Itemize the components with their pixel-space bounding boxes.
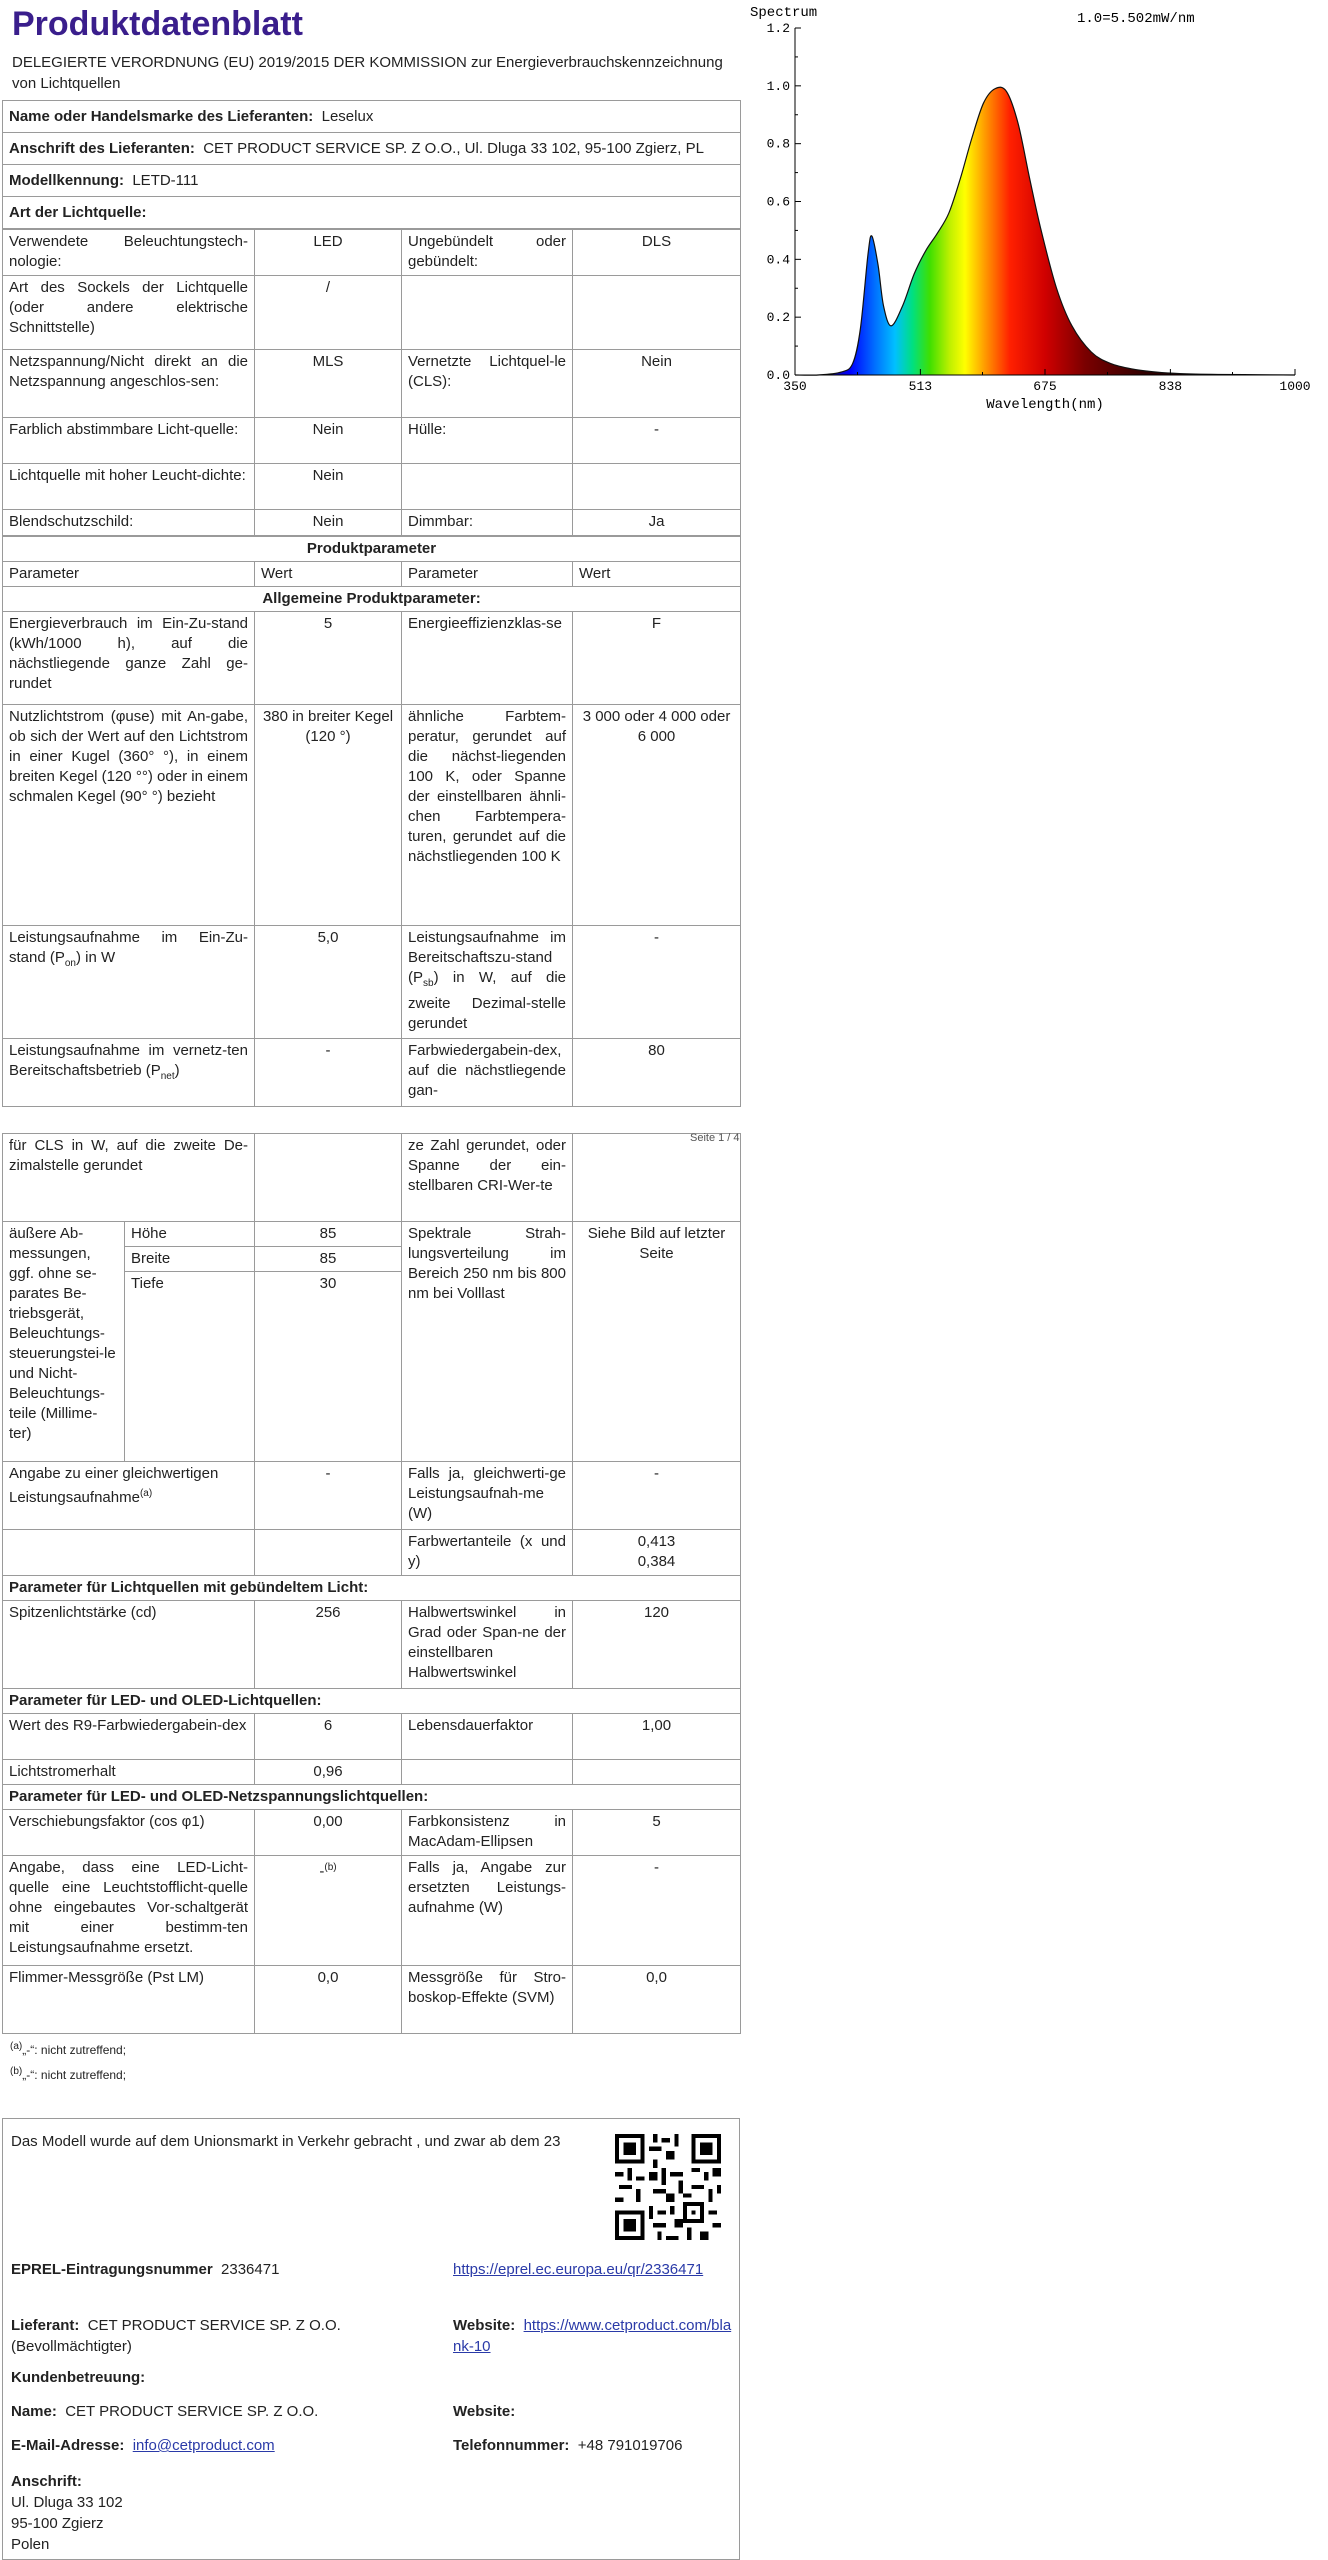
x-axis-label: Wavelength(nm) [986,397,1104,413]
regulation-subtitle: DELEGIERTE VERORDNUNG (EU) 2019/2015 DER KOMMISSION zur Energieverbrauchskennzeichnung von Lichtquellen [12,54,723,92]
param-label: ähnliche Farbtem-peratur, gerundet auf die nächst-liegenden 100 K, oder Spanne der einstellbaren ähnli-chen Farbtempera-turen, gerundet auf die nächstliegenden 100 K [402,705,573,926]
table-row [3,1966,741,2034]
param-value: 120 [573,1601,741,1689]
table-row [3,1810,741,1856]
table-row [3,926,741,1039]
param-value: Siehe Bild auf letzter Seite [573,1222,741,1462]
type-value [573,276,741,350]
type-label: Lichtquelle mit hoher Leucht-dichte: [3,464,255,510]
height-value: 85 [255,1222,402,1247]
type-label: Art des Sockels der Lichtquelle (oder andere elektrische Schnittstelle) [3,276,255,350]
param-value: 6 [255,1714,402,1760]
param-value: 0,00 [255,1810,402,1856]
param-value: 380 in breiter Kegel (120 °) [255,705,402,926]
table-row [3,705,741,926]
x-tick-label: 1000 [1279,379,1311,394]
width-label: Breite [125,1247,255,1272]
supplier-value: CET PRODUCT SERVICE SP. Z O.O. (Bevollmächtigter) [11,2317,341,2355]
type-label: Blendschutzschild: [3,510,255,536]
phone-label: Telefonnummer: [453,2437,570,2454]
type-value [573,464,741,510]
table-row [3,1530,741,1576]
type-label: Verwendete Beleuchtungstech-nologie: [3,230,255,276]
column-header: Parameter [402,562,573,587]
param-value: F [573,612,741,705]
phone-value: +48 791019706 [577,2437,683,2454]
table-row [3,418,741,464]
x-tick-label: 513 [908,379,933,394]
param-value: - [573,1462,741,1530]
param-label: Farbwertanteile (x und y) [402,1530,573,1576]
y-tick-label: 0.8 [766,136,790,152]
eprel-link[interactable]: https://eprel.ec.europa.eu/qr/2336471 [453,2261,704,2278]
param-value: - [255,1462,402,1530]
column-header: Wert [573,562,741,587]
type-value: LED [255,230,402,276]
param-label: Energieverbrauch im Ein-Zu-stand (kWh/1000 h), auf die nächstliegende ganze Zahl ge-rundet [3,612,255,705]
y-tick-label: 1.0 [766,78,790,94]
chart-title: Spectrum [750,5,818,21]
param-label: Flimmer-Messgröße (Pst LM) [3,1966,255,2034]
table-row [3,276,741,350]
contact-name-value: CET PRODUCT SERVICE SP. Z O.O. [65,2403,319,2420]
y-tick-label: 0.2 [766,310,790,326]
type-value: Nein [255,510,402,536]
type-value: DLS [573,230,741,276]
qr-code-icon[interactable] [615,2134,721,2240]
param-label: ze Zahl gerundet, oder Spanne der ein-stellbaren CRI-Wer-te [402,1134,573,1222]
param-value: 0,0 [255,1966,402,2034]
column-header: Wert [255,562,402,587]
address-label: Anschrift: [11,2473,82,2490]
address-line-2: 95-100 Zgierz [11,2515,104,2532]
eprel-value: 2336471 [221,2261,280,2278]
type-label: Netzspannung/Nicht direkt an die Netzspannung angeschlos-sen: [3,350,255,418]
address-line-3: Polen [11,2536,50,2553]
address-line-1: Ul. Dluga 33 102 [11,2494,123,2511]
depth-label: Tiefe [125,1272,255,1462]
param-label: Leistungsaufnahme im Ein-Zu-stand $(P_{on})$ in W [3,926,255,1039]
y-tick-label: 0.0 [766,368,790,383]
light-source-type-table [2,229,741,536]
param-value: 80 [573,1039,741,1107]
height-label: Höhe [125,1222,255,1247]
chart-annotation: 1.0=5.502mW/nm [1077,11,1195,27]
param-label: Lebensdauerfaktor [402,1714,573,1760]
type-value: Ja [573,510,741,536]
table-row [3,1856,741,1966]
param-value: 3 000 oder 4 000 oder 6 000 [573,705,741,926]
type-value: - [573,418,741,464]
depth-value: 30 [255,1272,402,1462]
type-label [402,276,573,350]
table-row [3,1462,741,1530]
spectrum-fill [795,87,1295,375]
type-label: Farblich abstimmbare Licht-quelle: [3,418,255,464]
param-label: Energieeffizienzklas-se [402,612,573,705]
spectrum-chart [742,0,1328,420]
section-header: Allgemeine Produktparameter: [3,587,741,612]
footnote-a: $^{(a)}$„-“: nicht zutreffend; [10,2041,127,2057]
param-label: Nutzlichtstrom (φuse) mit An-gabe, ob sich der Wert auf den Lichtstrom in einer Kugel (360° °), in einem breiten Kegel (120 °°) oder in einem schmalen Kegel (90° °) bezieht [3,705,255,926]
section-header: Parameter für LED- und OLED-Lichtquellen: [3,1689,741,1714]
x-tick-label: 838 [1158,379,1183,394]
supplier-label: Lieferant: [11,2317,80,2334]
column-headers [3,562,741,587]
light-source-type-header: Art der Lichtquelle: [3,197,741,229]
table-row [3,612,741,705]
param-value [573,1134,741,1222]
type-value: Nein [255,418,402,464]
param-label: Angabe zu einer gleichwertigen Leistungsaufnahme$^{(a)}$ [3,1462,255,1530]
column-header: Parameter [3,562,255,587]
param-label: Angabe, dass eine LED-Licht-quelle eine Leuchtstofflicht-quelle ohne eingebautes Vor-schaltgerät mit einer bestimm-ten Leistungsaufnahme ersetzt. [3,1856,255,1966]
market-date-text: Das Modell wurde auf dem Unionsmarkt in Verkehr gebracht , und zwar ab dem 23 [11,2133,561,2150]
type-label: Dimmbar: [402,510,573,536]
website2-label: Website: [453,2403,516,2420]
table-row [3,1134,741,1222]
param-label: Spektrale Strah-lungsverteilung im Bereich 250 nm bis 800 nm bei Volllast [402,1222,573,1462]
param-label: Falls ja, Angabe zur ersetzten Leistungs-aufnahme (W) [402,1856,573,1966]
section-header: Parameter für LED- und OLED-Netzspannungslichtquellen: [3,1785,741,1810]
param-value: 5,0 [255,926,402,1039]
table-row [3,464,741,510]
type-value: MLS [255,350,402,418]
table-row [3,1714,741,1760]
param-label: für CLS in W, auf die zweite De-zimalstelle gerundet [3,1134,255,1222]
model-label: Modellkennung: [9,172,124,189]
x-tick-label: 350 [783,379,807,394]
table-row [3,1601,741,1689]
param-label: Verschiebungsfaktor (cos φ1) [3,1810,255,1856]
param-value: - [573,926,741,1039]
param-value: 5 [255,612,402,705]
contact-name-label: Name: [11,2403,57,2420]
page-title: Produktdatenblatt [12,5,303,43]
table-row [3,510,741,536]
param-label: Messgröße für Stro-boskop-Effekte (SVM) [402,1966,573,2034]
datasheet [2,0,740,2084]
type-value: Nein [255,464,402,510]
table-row [3,1222,741,1247]
param-label: Farbwiedergabein-dex, auf die nächstliegende gan- [402,1039,573,1107]
type-label: Ungebündelt oder gebündelt: [402,230,573,276]
param-label: Wert des R9-Farbwiedergabein-dex [3,1714,255,1760]
y-tick-label: 0.6 [766,194,790,210]
section-header: Produktparameter [3,537,741,562]
email-link[interactable]: info@cetproduct.com [132,2437,275,2454]
param-value: 256 [255,1601,402,1689]
product-parameters-table-continued [2,1133,741,2034]
param-value: -$^{(b)}$ [255,1856,402,1966]
type-value: Nein [573,350,741,418]
param-value [255,1134,402,1222]
supplier-address-label: Anschrift des Lieferanten: [9,140,195,157]
param-value: - [573,1856,741,1966]
table-row [3,230,741,276]
website-link[interactable]: https://www.cetproduct.com/blank-10 [453,2317,732,2355]
param-value: - [255,1039,402,1107]
x-tick-label: 675 [1033,379,1057,394]
model-value: LETD-111 [132,172,199,189]
supplier-table [2,100,741,229]
param-label: Falls ja, gleichwerti-ge Leistungsaufnah-me (W) [402,1462,573,1530]
param-value: 0,413 0,384 [573,1530,741,1576]
param-label: Halbwertswinkel in Grad oder Span-ne der einstellbaren Halbwertswinkel [402,1601,573,1689]
table-row [3,1760,741,1785]
email-label: E-Mail-Adresse: [11,2437,125,2454]
supplier-name-value: Leselux [321,108,374,125]
param-value: 5 [573,1810,741,1856]
param-value: 0,0 [573,1966,741,2034]
supplier-address-value: CET PRODUCT SERVICE SP. Z O.O., Ul. Dluga 33 102, 95-100 Zgierz, PL [203,140,704,157]
param-label: Lichtstromerhalt [3,1760,255,1785]
table-row [3,1039,741,1107]
website-label: Website: [453,2317,516,2334]
width-value: 85 [255,1247,402,1272]
supplier-name-label: Name oder Handelsmarke des Lieferanten: [9,108,314,125]
customer-service-label: Kundenbetreuung: [11,2369,146,2386]
table-row [3,350,741,418]
type-label [402,464,573,510]
page-number: Seite 1 / 4 [690,1132,740,1144]
param-label: Leistungsaufnahme im Bereitschaftszu-stand $(P_{sb})$ in W, auf die zweite Dezimal-stelle gerundet [402,926,573,1039]
y-tick-label: 0.4 [766,252,790,268]
section-header: Parameter für Lichtquellen mit gebündeltem Licht: [3,1576,741,1601]
eprel-label: EPREL-Eintragungsnummer [11,2261,213,2278]
product-parameters-table [2,536,741,1107]
param-value: 1,00 [573,1714,741,1760]
param-label: Farbkonsistenz in MacAdam-Ellipsen [402,1810,573,1856]
y-tick-label: 1.2 [766,21,790,36]
param-label: Leistungsaufnahme im vernetz-ten Bereitschaftsbetrieb $(P_{net})$ [3,1039,255,1107]
footnote-b: $^{(b)}$„-“: nicht zutreffend; [10,2066,127,2082]
param-label: Spitzenlichtstärke (cd) [3,1601,255,1689]
type-label: Vernetzte Lichtquel-le (CLS): [402,350,573,418]
param-value: 0,96 [255,1760,402,1785]
type-label: Hülle: [402,418,573,464]
dimensions-label: äußere Ab-messungen, ggf. ohne se-parates Be-triebsgerät, Beleuchtungs-steuerungstei-le und Nicht-Beleuchtungs-teile (Millime-ter) [3,1222,125,1462]
type-value: / [255,276,402,350]
